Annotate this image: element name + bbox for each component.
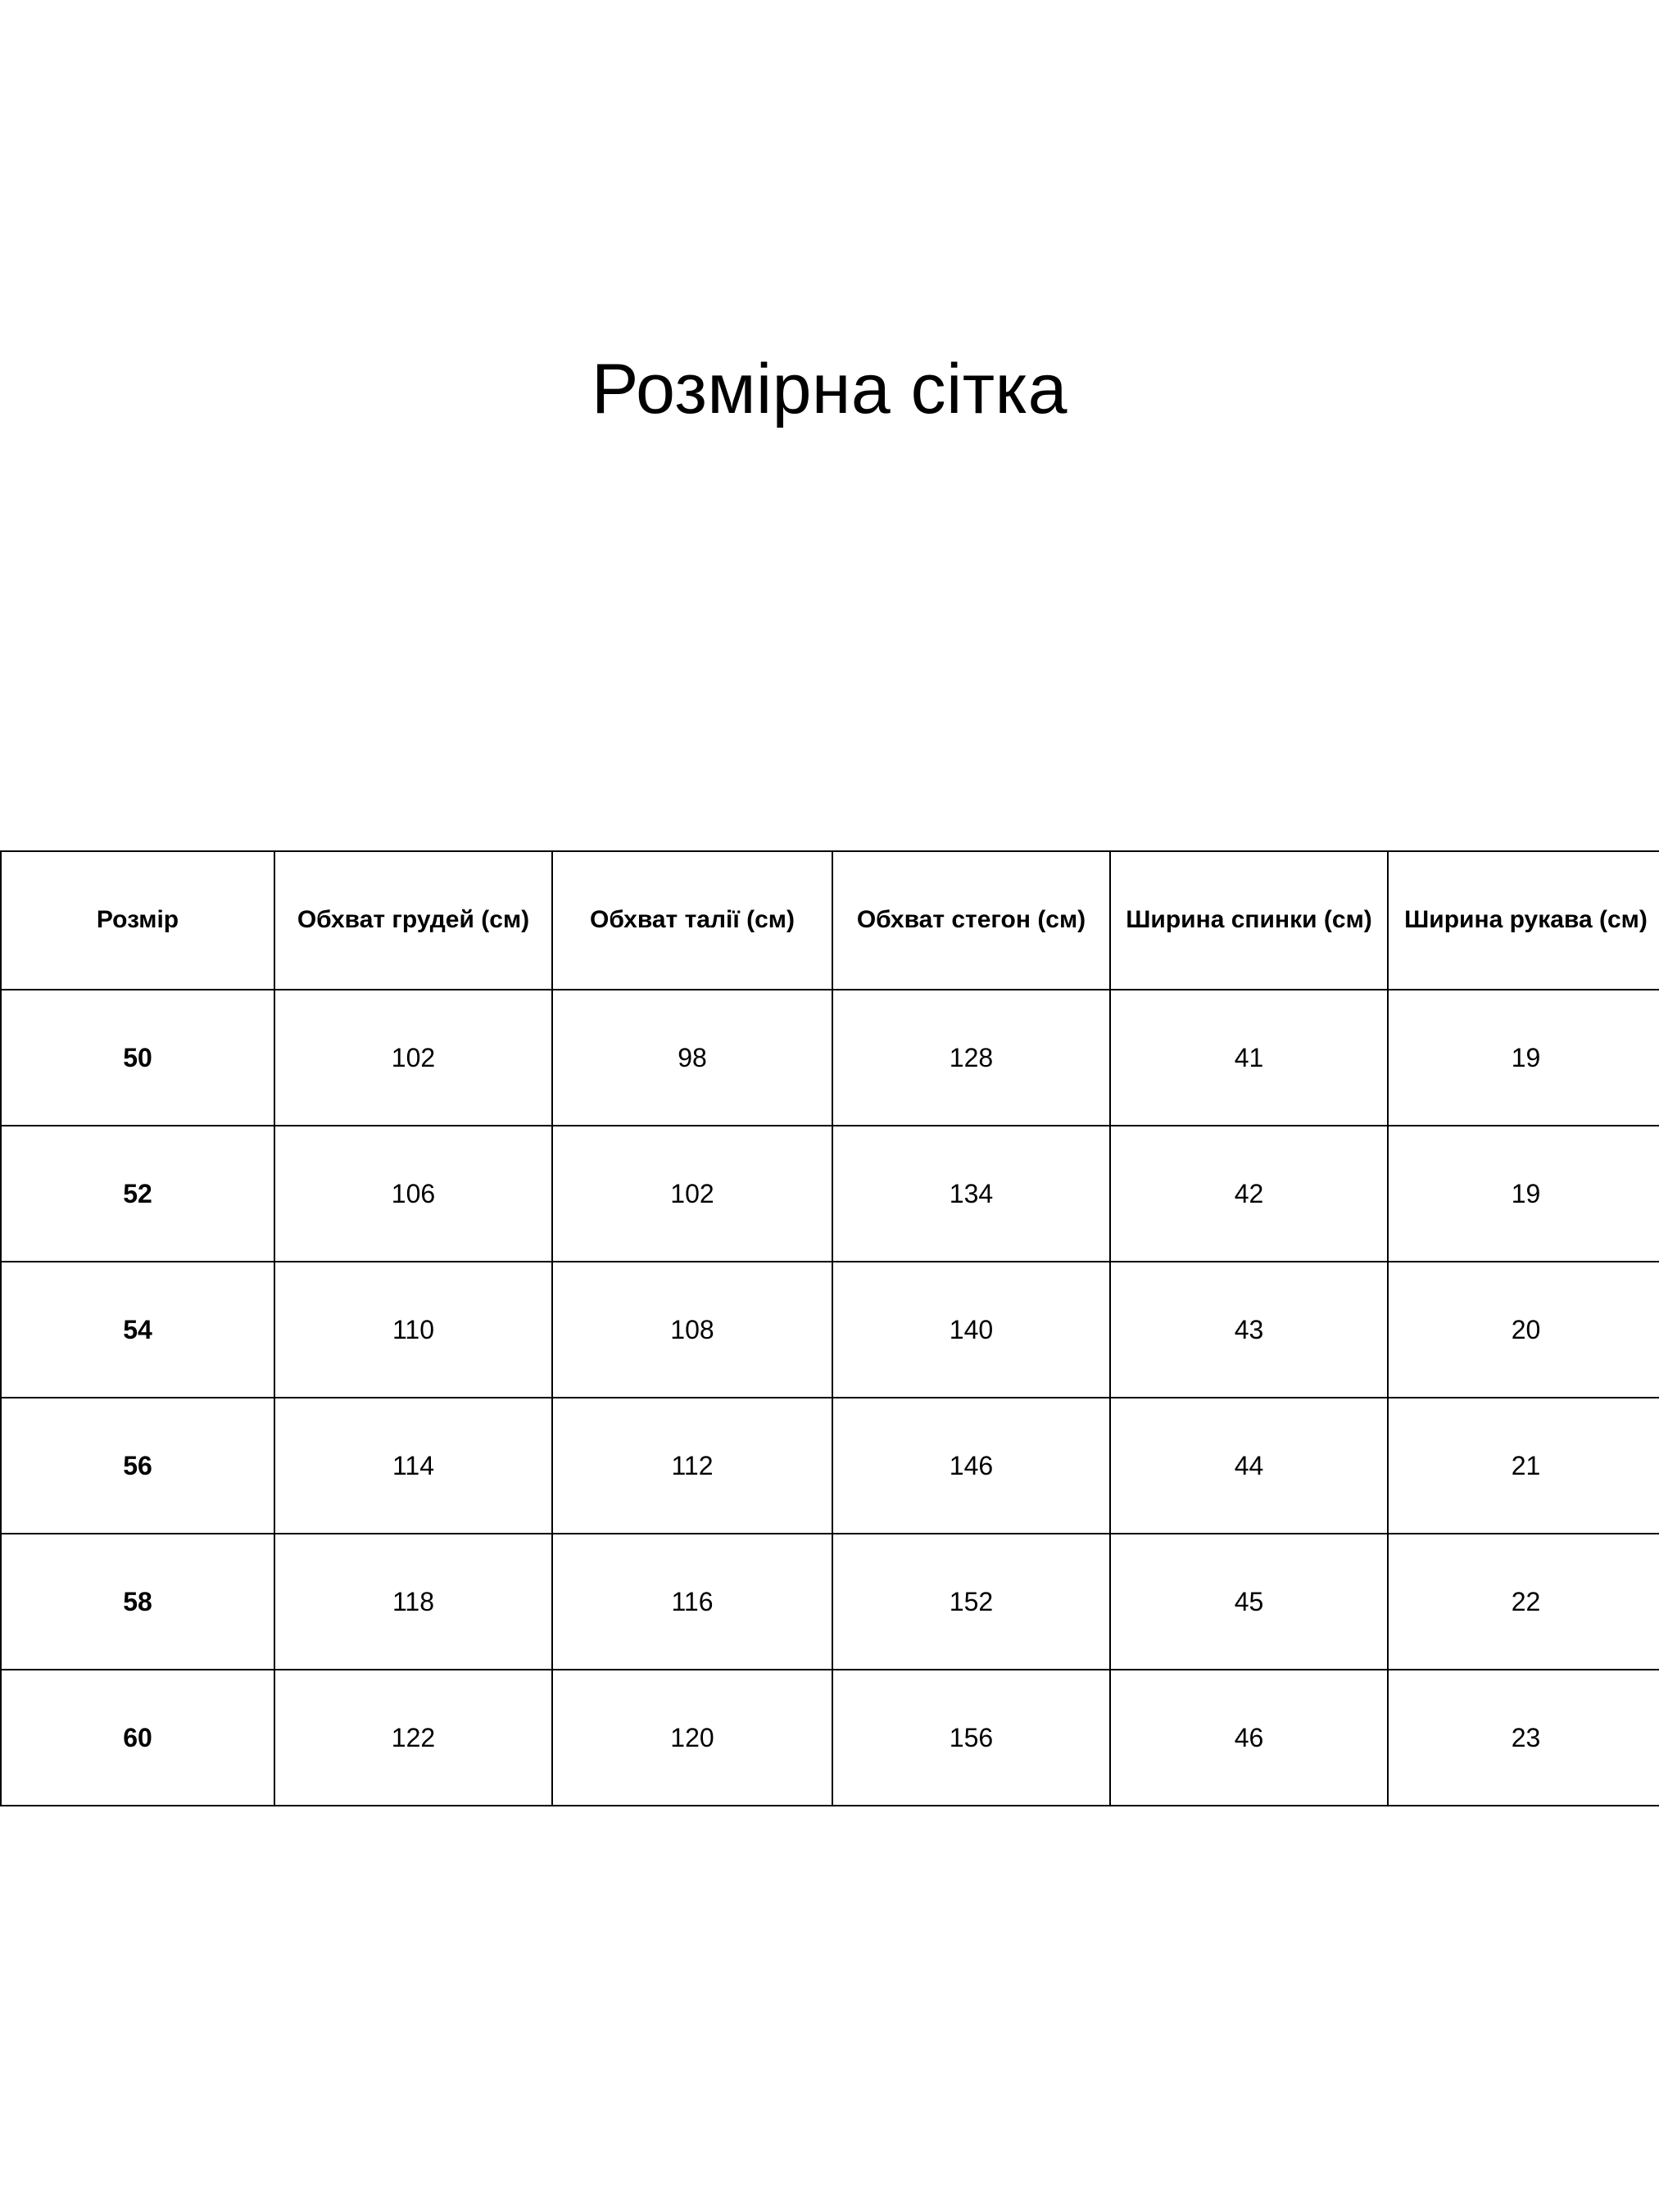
cell-waist: 108 — [552, 1262, 832, 1398]
table-row — [1, 1398, 1659, 1534]
table-row — [1, 1534, 1659, 1670]
size-grid-table — [0, 850, 1659, 1806]
cell-chest: 102 — [274, 990, 552, 1126]
column-header-sleeve-width: Ширина рукава (см) — [1388, 851, 1659, 990]
table-body — [1, 990, 1659, 1806]
table-header-row — [1, 851, 1659, 990]
cell-sleeve-width: 20 — [1388, 1262, 1659, 1398]
cell-hips: 128 — [832, 990, 1110, 1126]
cell-sleeve-width: 23 — [1388, 1670, 1659, 1806]
table-row — [1, 1126, 1659, 1262]
cell-chest: 118 — [274, 1534, 552, 1670]
cell-hips: 156 — [832, 1670, 1110, 1806]
cell-size: 56 — [1, 1398, 274, 1534]
cell-size: 50 — [1, 990, 274, 1126]
cell-chest: 110 — [274, 1262, 552, 1398]
cell-hips: 146 — [832, 1398, 1110, 1534]
cell-waist: 116 — [552, 1534, 832, 1670]
size-grid-container — [0, 850, 1659, 1806]
column-header-size: Розмір — [1, 851, 274, 990]
cell-hips: 134 — [832, 1126, 1110, 1262]
page-title: Розмірна сітка — [592, 349, 1067, 428]
cell-sleeve-width: 19 — [1388, 990, 1659, 1126]
cell-back-width: 43 — [1110, 1262, 1388, 1398]
cell-hips: 140 — [832, 1262, 1110, 1398]
table-row — [1, 1670, 1659, 1806]
cell-back-width: 46 — [1110, 1670, 1388, 1806]
cell-size: 52 — [1, 1126, 274, 1262]
column-header-chest: Обхват грудей (см) — [274, 851, 552, 990]
cell-waist: 98 — [552, 990, 832, 1126]
table-header — [1, 851, 1659, 990]
cell-chest: 106 — [274, 1126, 552, 1262]
column-header-hips: Обхват стегон (см) — [832, 851, 1110, 990]
cell-sleeve-width: 19 — [1388, 1126, 1659, 1262]
cell-back-width: 42 — [1110, 1126, 1388, 1262]
cell-back-width: 41 — [1110, 990, 1388, 1126]
cell-size: 60 — [1, 1670, 274, 1806]
cell-chest: 114 — [274, 1398, 552, 1534]
cell-size: 54 — [1, 1262, 274, 1398]
cell-hips: 152 — [832, 1534, 1110, 1670]
cell-size: 58 — [1, 1534, 274, 1670]
column-header-waist: Обхват талії (см) — [552, 851, 832, 990]
cell-waist: 120 — [552, 1670, 832, 1806]
column-header-back-width: Ширина спинки (см) — [1110, 851, 1388, 990]
cell-chest: 122 — [274, 1670, 552, 1806]
cell-waist: 102 — [552, 1126, 832, 1262]
cell-back-width: 45 — [1110, 1534, 1388, 1670]
cell-sleeve-width: 21 — [1388, 1398, 1659, 1534]
table-row — [1, 1262, 1659, 1398]
table-row — [1, 990, 1659, 1126]
cell-back-width: 44 — [1110, 1398, 1388, 1534]
cell-sleeve-width: 22 — [1388, 1534, 1659, 1670]
cell-waist: 112 — [552, 1398, 832, 1534]
